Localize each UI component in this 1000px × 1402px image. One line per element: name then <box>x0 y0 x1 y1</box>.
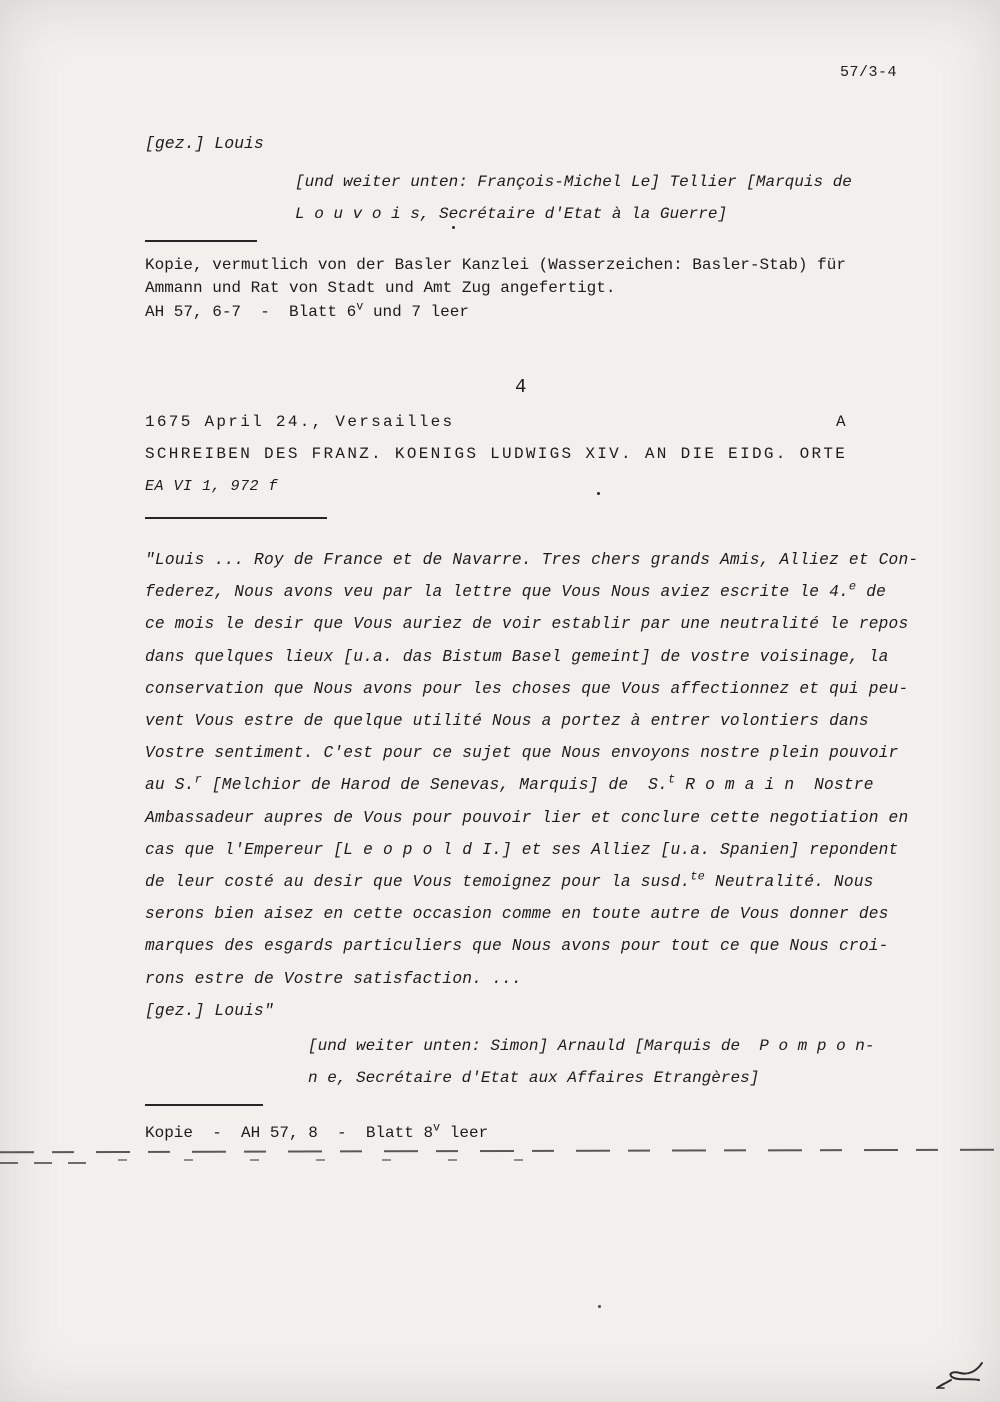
text-line: [gez.] Louis" <box>145 1001 274 1020</box>
text-line: marques des esgards particuliers que Nous avons pour tout ce que Nous croi- <box>145 937 889 956</box>
text-line: Ambassadeur aupres de Vous pour pouvoir lier et conclure cette negotiation en <box>145 808 909 827</box>
text-line: Ammann und Rat von Stadt und Amt Zug angefertigt. <box>145 279 616 298</box>
fold-crease-line <box>0 1149 1000 1154</box>
text-line: Kopie, vermutlich von der Basler Kanzlei (Wasserzeichen: Basler-Stab) für <box>145 256 846 274</box>
text-line: serons bien aisez en cette occasion comme en toute autre de Vous donner des <box>145 905 889 924</box>
text-line: ce mois le desir que Vous auriez de voir establir par une neutralité le repos <box>145 615 909 634</box>
text-line: Vostre sentiment. C'est pour ce sujet que Nous envoyons nostre plein pouvoir <box>145 744 899 763</box>
text-line: Kopie - AH 57, 8 - Blatt 8$^v$ leer <box>145 1120 489 1142</box>
entry4-editor-annotation <box>308 1030 875 1094</box>
entry4-copy-note <box>145 1120 489 1143</box>
ink-dot <box>452 226 455 229</box>
text-line: L o u v o i s, Secrétaire d'Etat à la Guerre] <box>295 205 728 223</box>
fold-crease-line-mid <box>118 1159 548 1161</box>
archive-reference: 57/3-4 <box>840 64 898 81</box>
entry4-source-citation: EA VI 1, 972 f <box>145 478 279 495</box>
entry4-letter-quote <box>145 544 918 1027</box>
fold-crease-line-left <box>0 1162 95 1164</box>
text-line: de leur costé au desir que Vous temoignez pour la susd.$^{te}$ Neutralité. Nous <box>145 869 874 892</box>
text-line: [und weiter unten: Simon] Arnauld [Marquis de P o m p o n- <box>308 1037 875 1055</box>
text-line: AH 57, 6-7 - Blatt 6$^v$ und 7 leer <box>145 299 469 321</box>
entry3-signature: [gez.] Louis <box>145 134 264 153</box>
divider-rule-top <box>145 240 257 242</box>
text-line: rons estre de Vostre satisfaction. ... <box>145 969 522 988</box>
text-line: dans quelques lieux [u.a. das Bistum Basel gemeint] de vostre voisinage, la <box>145 647 889 666</box>
handwritten-mark <box>935 1358 987 1392</box>
text-line: conservation que Nous avons pour les choses que Vous affectionnez et qui peu- <box>145 679 909 698</box>
text-line: cas que l'Empereur [L e o p o l d I.] et ses Alliez [u.a. Spanien] repondent <box>145 840 899 859</box>
divider-rule-bottom <box>145 1104 263 1106</box>
text-line: [und weiter unten: François-Michel Le] Tellier [Marquis de <box>295 173 852 191</box>
entry4-title: SCHREIBEN DES FRANZ. KOENIGS LUDWIGS XIV. AN DIE EIDG. ORTE <box>145 445 848 463</box>
text-line: au S.$^r$ [Melchior de Harod de Senevas, Marquis] de S.$^t$ R o m a i n Nostre <box>145 773 874 795</box>
text-line: federez, Nous avons veu par la lettre que Vous Nous aviez escrite le 4.$^e$ de <box>145 579 887 602</box>
entry3-copy-note <box>145 254 846 324</box>
text-line: "Louis ... Roy de France et de Navarre. Tres chers grands Amis, Alliez et Con- <box>145 551 919 569</box>
entry4-marker: A <box>836 413 846 431</box>
entry4-number: 4 <box>515 376 527 398</box>
entry4-date-place: 1675 April 24., Versailles <box>145 413 455 431</box>
divider-rule-middle <box>145 517 327 519</box>
ink-dot <box>597 492 600 495</box>
text-line: n e, Secrétaire d'Etat aux Affaires Etrangères] <box>308 1069 760 1087</box>
ink-dot <box>598 1305 601 1308</box>
text-line: vent Vous estre de quelque utilité Nous a portez à entrer volontiers dans <box>145 712 869 731</box>
entry3-editor-annotation <box>295 166 852 230</box>
